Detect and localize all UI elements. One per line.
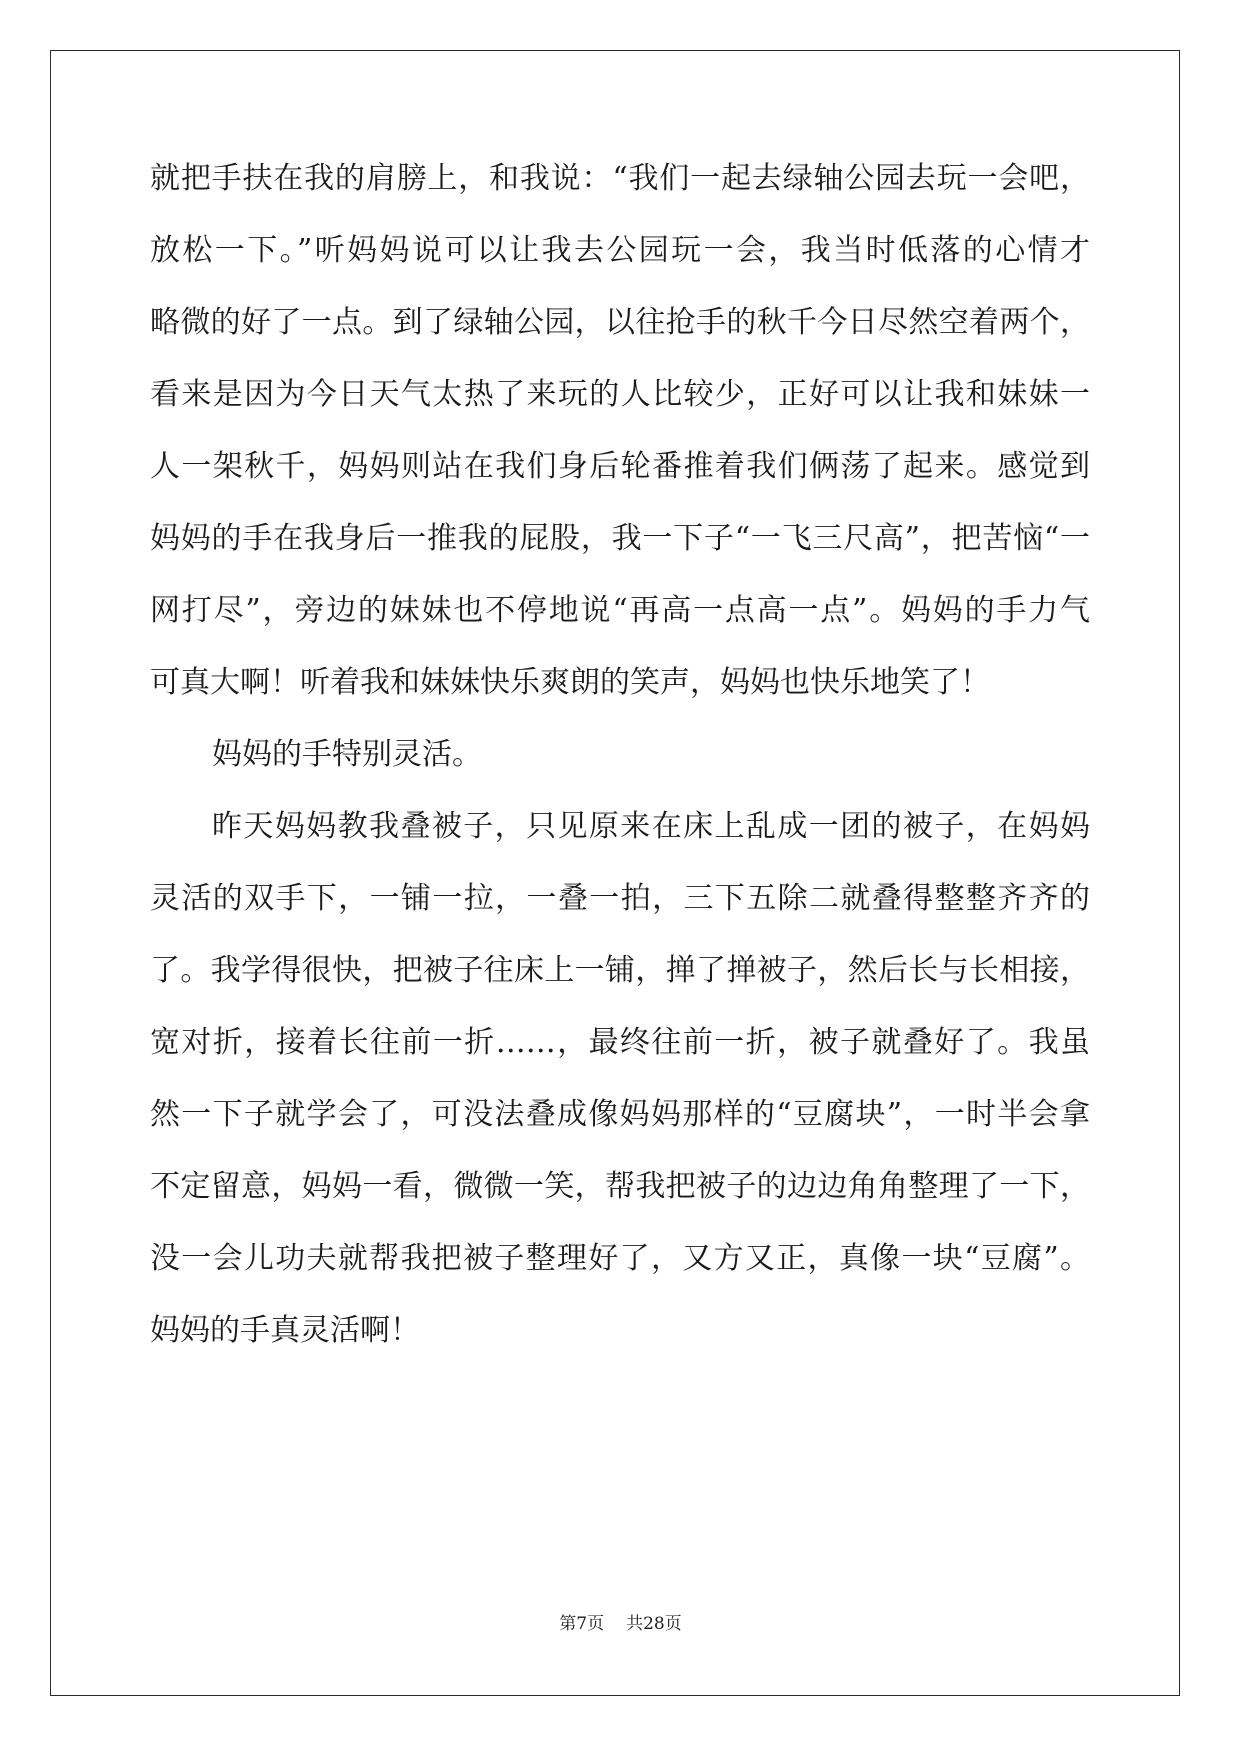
page-number: 第7页 [559,1614,605,1634]
text-line: 然一下子就学会了，可没法叠成像妈妈那样的“豆腐块”，一时半会拿 [150,1097,1090,1132]
text-line: 人一架秋千，妈妈则站在我们身后轮番推着我们俩荡了起来。感觉到 [150,449,1090,484]
text-line: 妈妈的手真灵活啊！ [150,1313,420,1348]
text-line: 昨天妈妈教我叠被子，只见原来在床上乱成一团的被子，在妈妈 [212,809,1090,844]
text-line: 放松一下。”听妈妈说可以让我去公园玩一会，我当时低落的心情才 [150,233,1090,268]
text-line: 宽对折，接着长往前一折……，最终往前一折，被子就叠好了。我虽 [150,1025,1090,1060]
text-line: 没一会儿功夫就帮我把被子整理好了，又方又正，真像一块“豆腐”。 [150,1241,1090,1276]
text-line: 妈妈的手特别灵活。 [212,737,482,772]
text-line: 可真大啊！听着我和妹妹快乐爽朗的笑声，妈妈也快乐地笑了！ [150,665,990,700]
text-line: 妈妈的手在我身后一推我的屁股，我一下子“一飞三尺高”，把苦恼“一 [150,521,1090,556]
text-line: 网打尽”，旁边的妹妹也不停地说“再高一点高一点”。妈妈的手力气 [150,593,1090,628]
text-line: 不定留意，妈妈一看，微微一笑，帮我把被子的边边角角整理了一下， [150,1169,1090,1204]
text-line: 看来是因为今日天气太热了来玩的人比较少，正好可以让我和妹妹一 [150,377,1090,412]
text-line: 了。我学得很快，把被子往床上一铺，掸了掸被子，然后长与长相接， [150,953,1090,988]
page-border [50,50,1180,1696]
text-line: 略微的好了一点。到了绿轴公园，以往抢手的秋千今日尽然空着两个， [150,305,1090,340]
text-line: 灵活的双手下，一铺一拉，一叠一拍，三下五除二就叠得整整齐齐的 [150,881,1090,916]
page-total: 共28页 [626,1614,682,1634]
text-line: 就把手扶在我的肩膀上，和我说：“我们一起去绿轴公园去玩一会吧， [150,161,1090,196]
page-footer [0,1612,1241,1636]
